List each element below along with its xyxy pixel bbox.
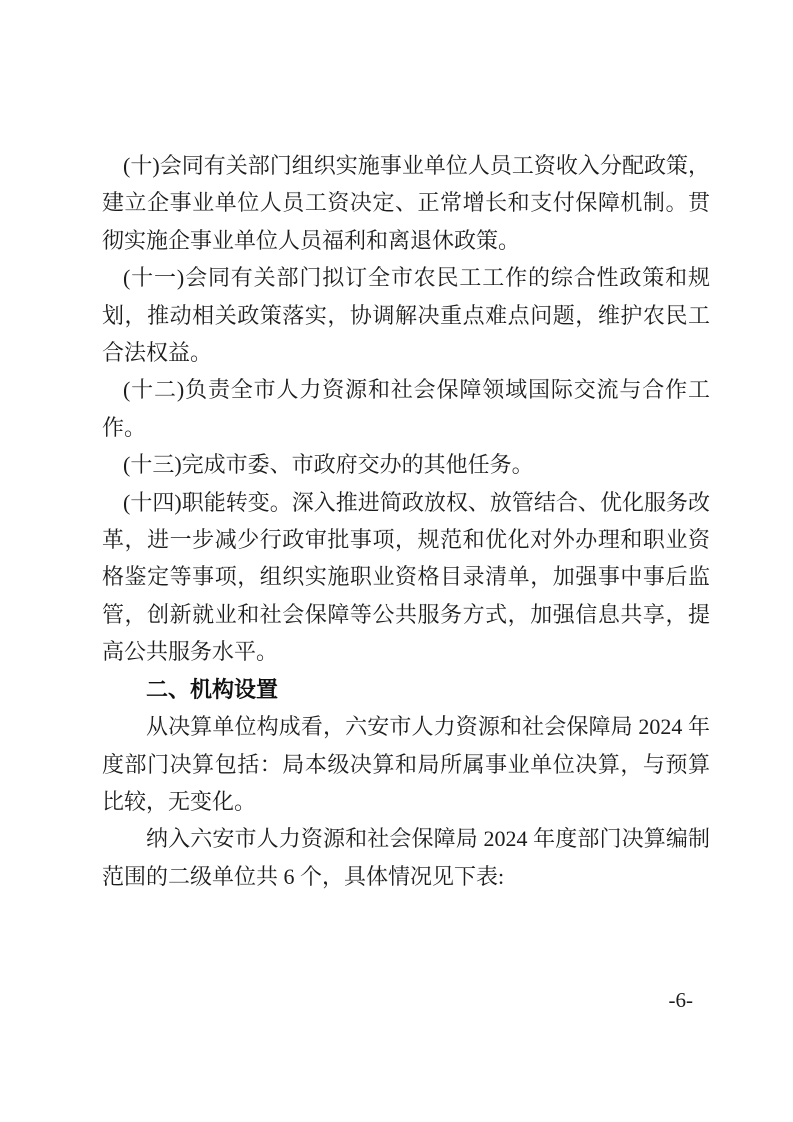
page-number: -6- bbox=[668, 988, 693, 1012]
paragraph-duty-12: (十二)负责全市人力资源和社会保障领域国际交流与合作工作。 bbox=[102, 377, 710, 440]
paragraph-budget-composition: 从决算单位构成看，六安市人力资源和社会保障局 2024 年度部门决算包括：局本级决算和局所属事业单位决算，与预算比较，无变化。 bbox=[102, 714, 710, 814]
paragraph-duty-11: (十一)会同有关部门拟订全市农民工工作的综合性政策和规划，推动相关政策落实，协调解决重点难点问题，维护农民工合法权益。 bbox=[102, 265, 710, 366]
paragraph-duty-10: (十)会同有关部门组织实施事业单位人员工资收入分配政策，建立企事业单位人员工资决定、正常增长和支付保障机制。贯彻实施企事业单位人员福利和离退休政策。 bbox=[102, 153, 710, 253]
paragraph-secondary-units: 纳入六安市人力资源和社会保障局 2024 年度部门决算编制范围的二级单位共 6 个，具体情况见下表: bbox=[102, 826, 710, 889]
text-column bbox=[102, 147, 710, 895]
paragraph-duty-14: (十四)职能转变。深入推进简政放权、放管结合、优化服务改革，进一步减少行政审批事项，规范和优化对外办理和职业资格鉴定等事项，组织实施职业资格目录清单，加强事中事后监管，创新就业和社会保障等公共服务方式，加强信息共享，提高公共服务水平。 bbox=[102, 489, 710, 665]
section-heading-organization: 二、机构设置 bbox=[146, 676, 279, 702]
paragraph-duty-13: (十三)完成市委、市政府交办的其他任务。 bbox=[123, 452, 534, 478]
